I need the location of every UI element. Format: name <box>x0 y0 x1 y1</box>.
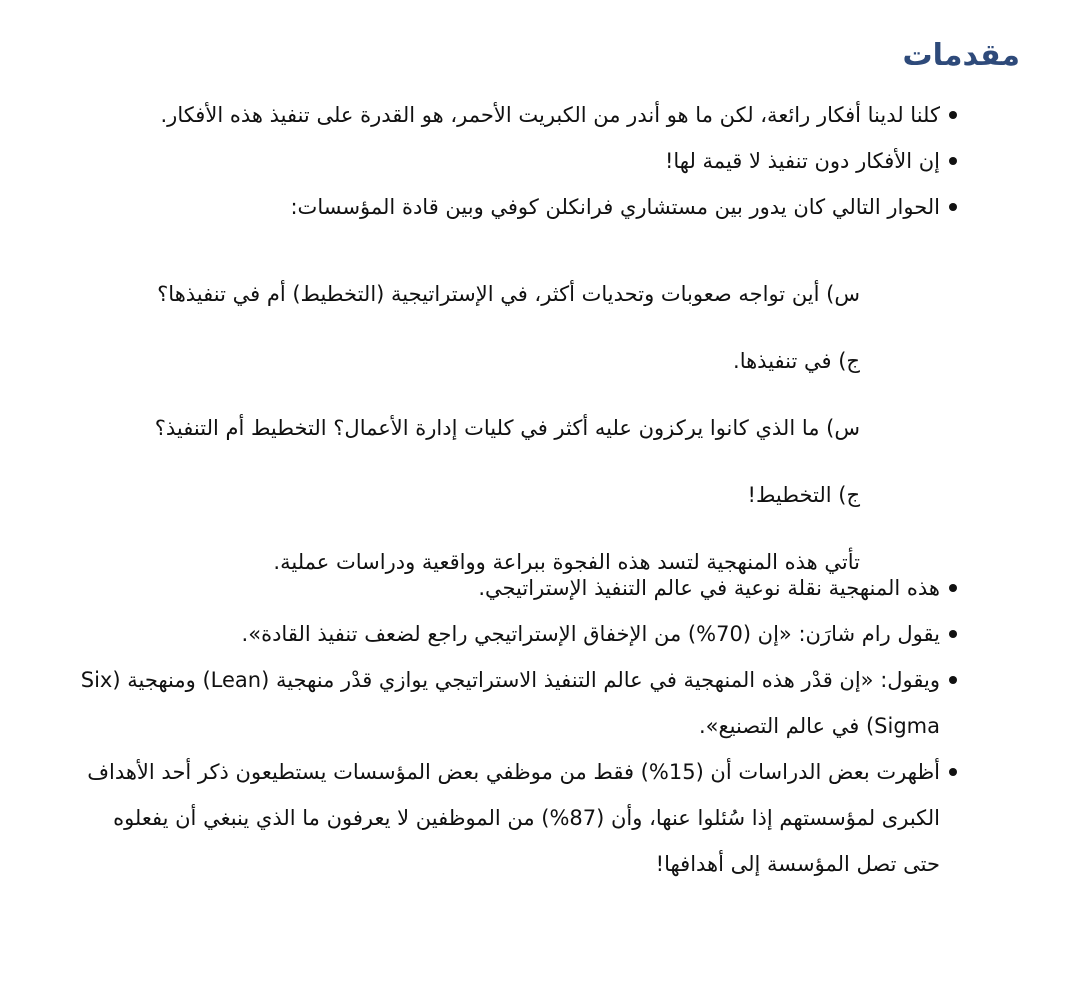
dialog-answer: ج) التخطيط! <box>747 483 860 507</box>
list-item <box>0 92 1080 138</box>
bullet-icon <box>949 768 957 776</box>
bullet-icon <box>949 157 957 165</box>
bullet-list-top <box>0 92 1080 230</box>
dialog-question: س) ما الذي كانوا يركزون عليه أكثر في كليات إدارة الأعمال؟ التخطيط أم التنفيذ؟ <box>154 416 860 440</box>
bullet-icon <box>949 630 957 638</box>
list-item <box>0 611 1080 657</box>
bullet-icon <box>949 111 957 119</box>
dialog-answer: ج) في تنفيذها. <box>733 349 860 373</box>
list-item-text: كلنا لدينا أفكار رائعة، لكن ما هو أندر من الكبريت الأحمر، هو القدرة على تنفيذ هذه الأفكار. <box>160 103 940 127</box>
bullet-icon <box>949 203 957 211</box>
dialog-question: س) أين تواجه صعوبات وتحديات أكثر، في الإستراتيجية (التخطيط) أم في تنفيذها؟ <box>157 282 860 306</box>
list-item <box>0 565 1080 611</box>
bullet-icon <box>949 584 957 592</box>
dialog-conclusion: تأتي هذه المنهجية لتسد هذه الفجوة ببراعة وواقعية ودراسات عملية. <box>273 550 860 574</box>
list-item-text: أظهرت بعض الدراسات أن (15%) فقط من موظفي بعض المؤسسات يستطيعون ذكر أحد الأهداف الكبرى لمؤسستهم إذا سُئلوا عنها، وأن (87%) من الموظفين لا يعرفون ما الذي ينبغي أن يفعلوه حتى تصل المؤسسة إلى أهدافها! <box>87 760 940 876</box>
list-item-text: يقول رام شارَن: «إن (70%) من الإخفاق الإستراتيجي راجع لضعف تنفيذ القادة». <box>241 622 940 646</box>
list-item <box>0 657 1080 749</box>
bullet-icon <box>949 676 957 684</box>
dialog-block <box>0 250 1080 585</box>
page-title: مقدمات <box>902 38 1020 73</box>
list-item <box>0 749 1080 887</box>
list-item-text: هذه المنهجية نقلة نوعية في عالم التنفيذ الإستراتيجي. <box>478 576 940 600</box>
list-item-text: ويقول: «إن قدْر هذه المنهجية في عالم التنفيذ الاستراتيجي يوازي قدْر منهجية (Lean) ومنهجية (Six Sigma) في عالم التصنيع». <box>80 668 940 738</box>
bullet-list-bottom <box>0 565 1080 887</box>
list-item <box>0 184 1080 230</box>
list-item-text: إن الأفكار دون تنفيذ لا قيمة لها! <box>664 149 940 173</box>
list-item-text: الحوار التالي كان يدور بين مستشاري فرانكلن كوفي وبين قادة المؤسسات: <box>290 195 940 219</box>
list-item <box>0 138 1080 184</box>
